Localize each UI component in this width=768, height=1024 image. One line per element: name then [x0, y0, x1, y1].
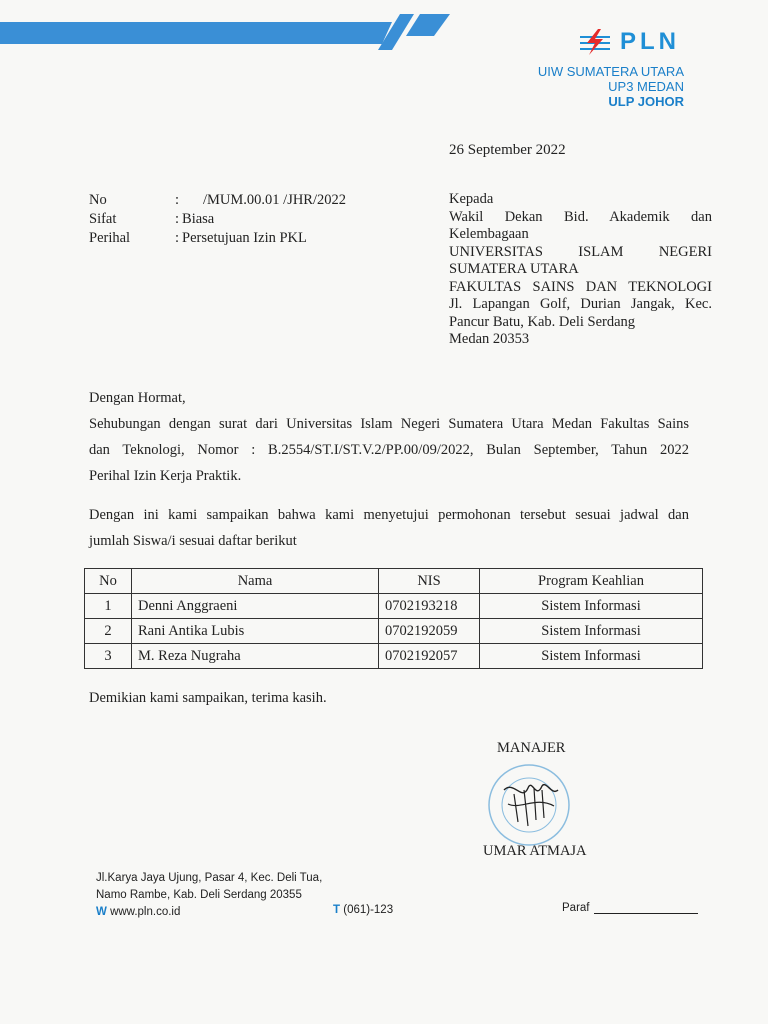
meta-value: /MUM.00.01 /JHR/2022 [203, 192, 347, 208]
table-cell: 0702192057 [379, 644, 480, 669]
table-row [85, 644, 703, 669]
paragraph-line: jumlah Siswa/i sesuai daftar berikut [89, 533, 297, 549]
signatory-title: MANAJER [497, 740, 566, 756]
closing-text: Demikian kami sampaikan, terima kasih. [89, 690, 327, 706]
paraf-label: Paraf [562, 902, 590, 914]
phone-number: (061)-123 [343, 904, 394, 916]
unit-line-2: UP3 MEDAN [608, 79, 684, 94]
recipient-line: Medan 20353 [449, 331, 530, 347]
recipient-line: Jl. Lapangan Golf, Durian Jangak, Kec. [449, 296, 712, 312]
recipient-block [449, 191, 712, 349]
meta-value: Biasa [182, 211, 215, 227]
recipient-line: SUMATERA UTARA [449, 261, 579, 277]
recipient-line: Wakil Dekan Bid. Akademik dan [449, 208, 712, 225]
greeting: Dengan Hormat, [89, 390, 186, 406]
table-row [85, 594, 703, 619]
table-cell: 2 [85, 619, 132, 644]
table-header-row [85, 569, 703, 594]
meta-sep: : [175, 192, 180, 208]
company-stamp-icon [484, 760, 584, 850]
web-url: www.pln.co.id [110, 906, 181, 918]
column-header: Program Keahlian [480, 569, 703, 594]
recipient-line: Kepada [449, 191, 494, 207]
signatory-name: UMAR ATMAJA [483, 843, 587, 859]
student-table [84, 568, 703, 669]
recipient-line: Pancur Batu, Kab. Deli Serdang [449, 313, 636, 330]
footer-phone [333, 904, 393, 916]
unit-line-3: ULP JOHOR [608, 94, 684, 109]
letter-meta [89, 191, 346, 248]
paragraph-1 [89, 411, 689, 489]
meta-label: Sifat [89, 211, 117, 227]
table-cell: Sistem Informasi [480, 644, 703, 669]
column-header: No [85, 569, 132, 594]
pln-logo [578, 28, 680, 56]
table-cell: Sistem Informasi [480, 619, 703, 644]
table-cell: 3 [85, 644, 132, 669]
table-cell: 0702192059 [379, 619, 480, 644]
table-cell: 0702193218 [379, 594, 480, 619]
header-stripe [0, 14, 460, 50]
table-row [85, 619, 703, 644]
table-cell: Denni Anggraeni [132, 594, 379, 619]
table-cell: Rani Antika Lubis [132, 619, 379, 644]
paragraph-line: Sehubungan dengan surat dari Universitas Islam Negeri Sumatera Utara Medan Fakultas Sains [89, 416, 689, 432]
paraf-line [594, 902, 698, 914]
lightning-bolt-icon [578, 28, 612, 56]
meta-row-perihal [89, 229, 346, 248]
brand-name: PLN [620, 28, 680, 55]
recipient-line: Kelembagaan [449, 226, 529, 242]
unit-line-1: UIW SUMATERA UTARA [537, 64, 684, 79]
meta-label: No [89, 192, 107, 208]
paraf-field [562, 902, 698, 914]
table-cell: M. Reza Nugraha [132, 644, 379, 669]
recipient-line: UNIVERSITAS ISLAM NEGERI [449, 243, 712, 260]
phone-prefix: T [333, 904, 341, 916]
website [96, 904, 322, 921]
meta-sep: : [175, 211, 180, 227]
paragraph-2 [89, 502, 689, 554]
meta-row-no [89, 191, 346, 210]
recipient-line: FAKULTAS SAINS DAN TEKNOLOGI [449, 278, 712, 295]
meta-value: Persetujuan Izin PKL [182, 230, 307, 246]
meta-label: Perihal [89, 230, 131, 246]
column-header: Nama [132, 569, 379, 594]
letter-date: 26 September 2022 [449, 142, 566, 158]
meta-row-sifat [89, 210, 346, 229]
meta-sep: : [175, 230, 180, 246]
unit-address [538, 64, 684, 109]
footer-address [96, 870, 322, 921]
table-cell: Sistem Informasi [480, 594, 703, 619]
address-line: Namo Rambe, Kab. Deli Serdang 20355 [96, 889, 302, 901]
web-prefix: W [96, 906, 107, 918]
table-cell: 1 [85, 594, 132, 619]
paragraph-line: Dengan ini kami sampaikan bahwa kami menyetujui permohonan tersebut sesuai jadwal dan [89, 507, 689, 523]
address-line: Jl.Karya Jaya Ujung, Pasar 4, Kec. Deli Tua, [96, 872, 323, 884]
column-header: NIS [379, 569, 480, 594]
paragraph-line: dan Teknologi, Nomor : B.2554/ST.I/ST.V.2/PP.00/09/2022, Bulan September, Tahun 2022 [89, 442, 689, 458]
paragraph-line: Perihal Izin Kerja Praktik. [89, 468, 242, 484]
